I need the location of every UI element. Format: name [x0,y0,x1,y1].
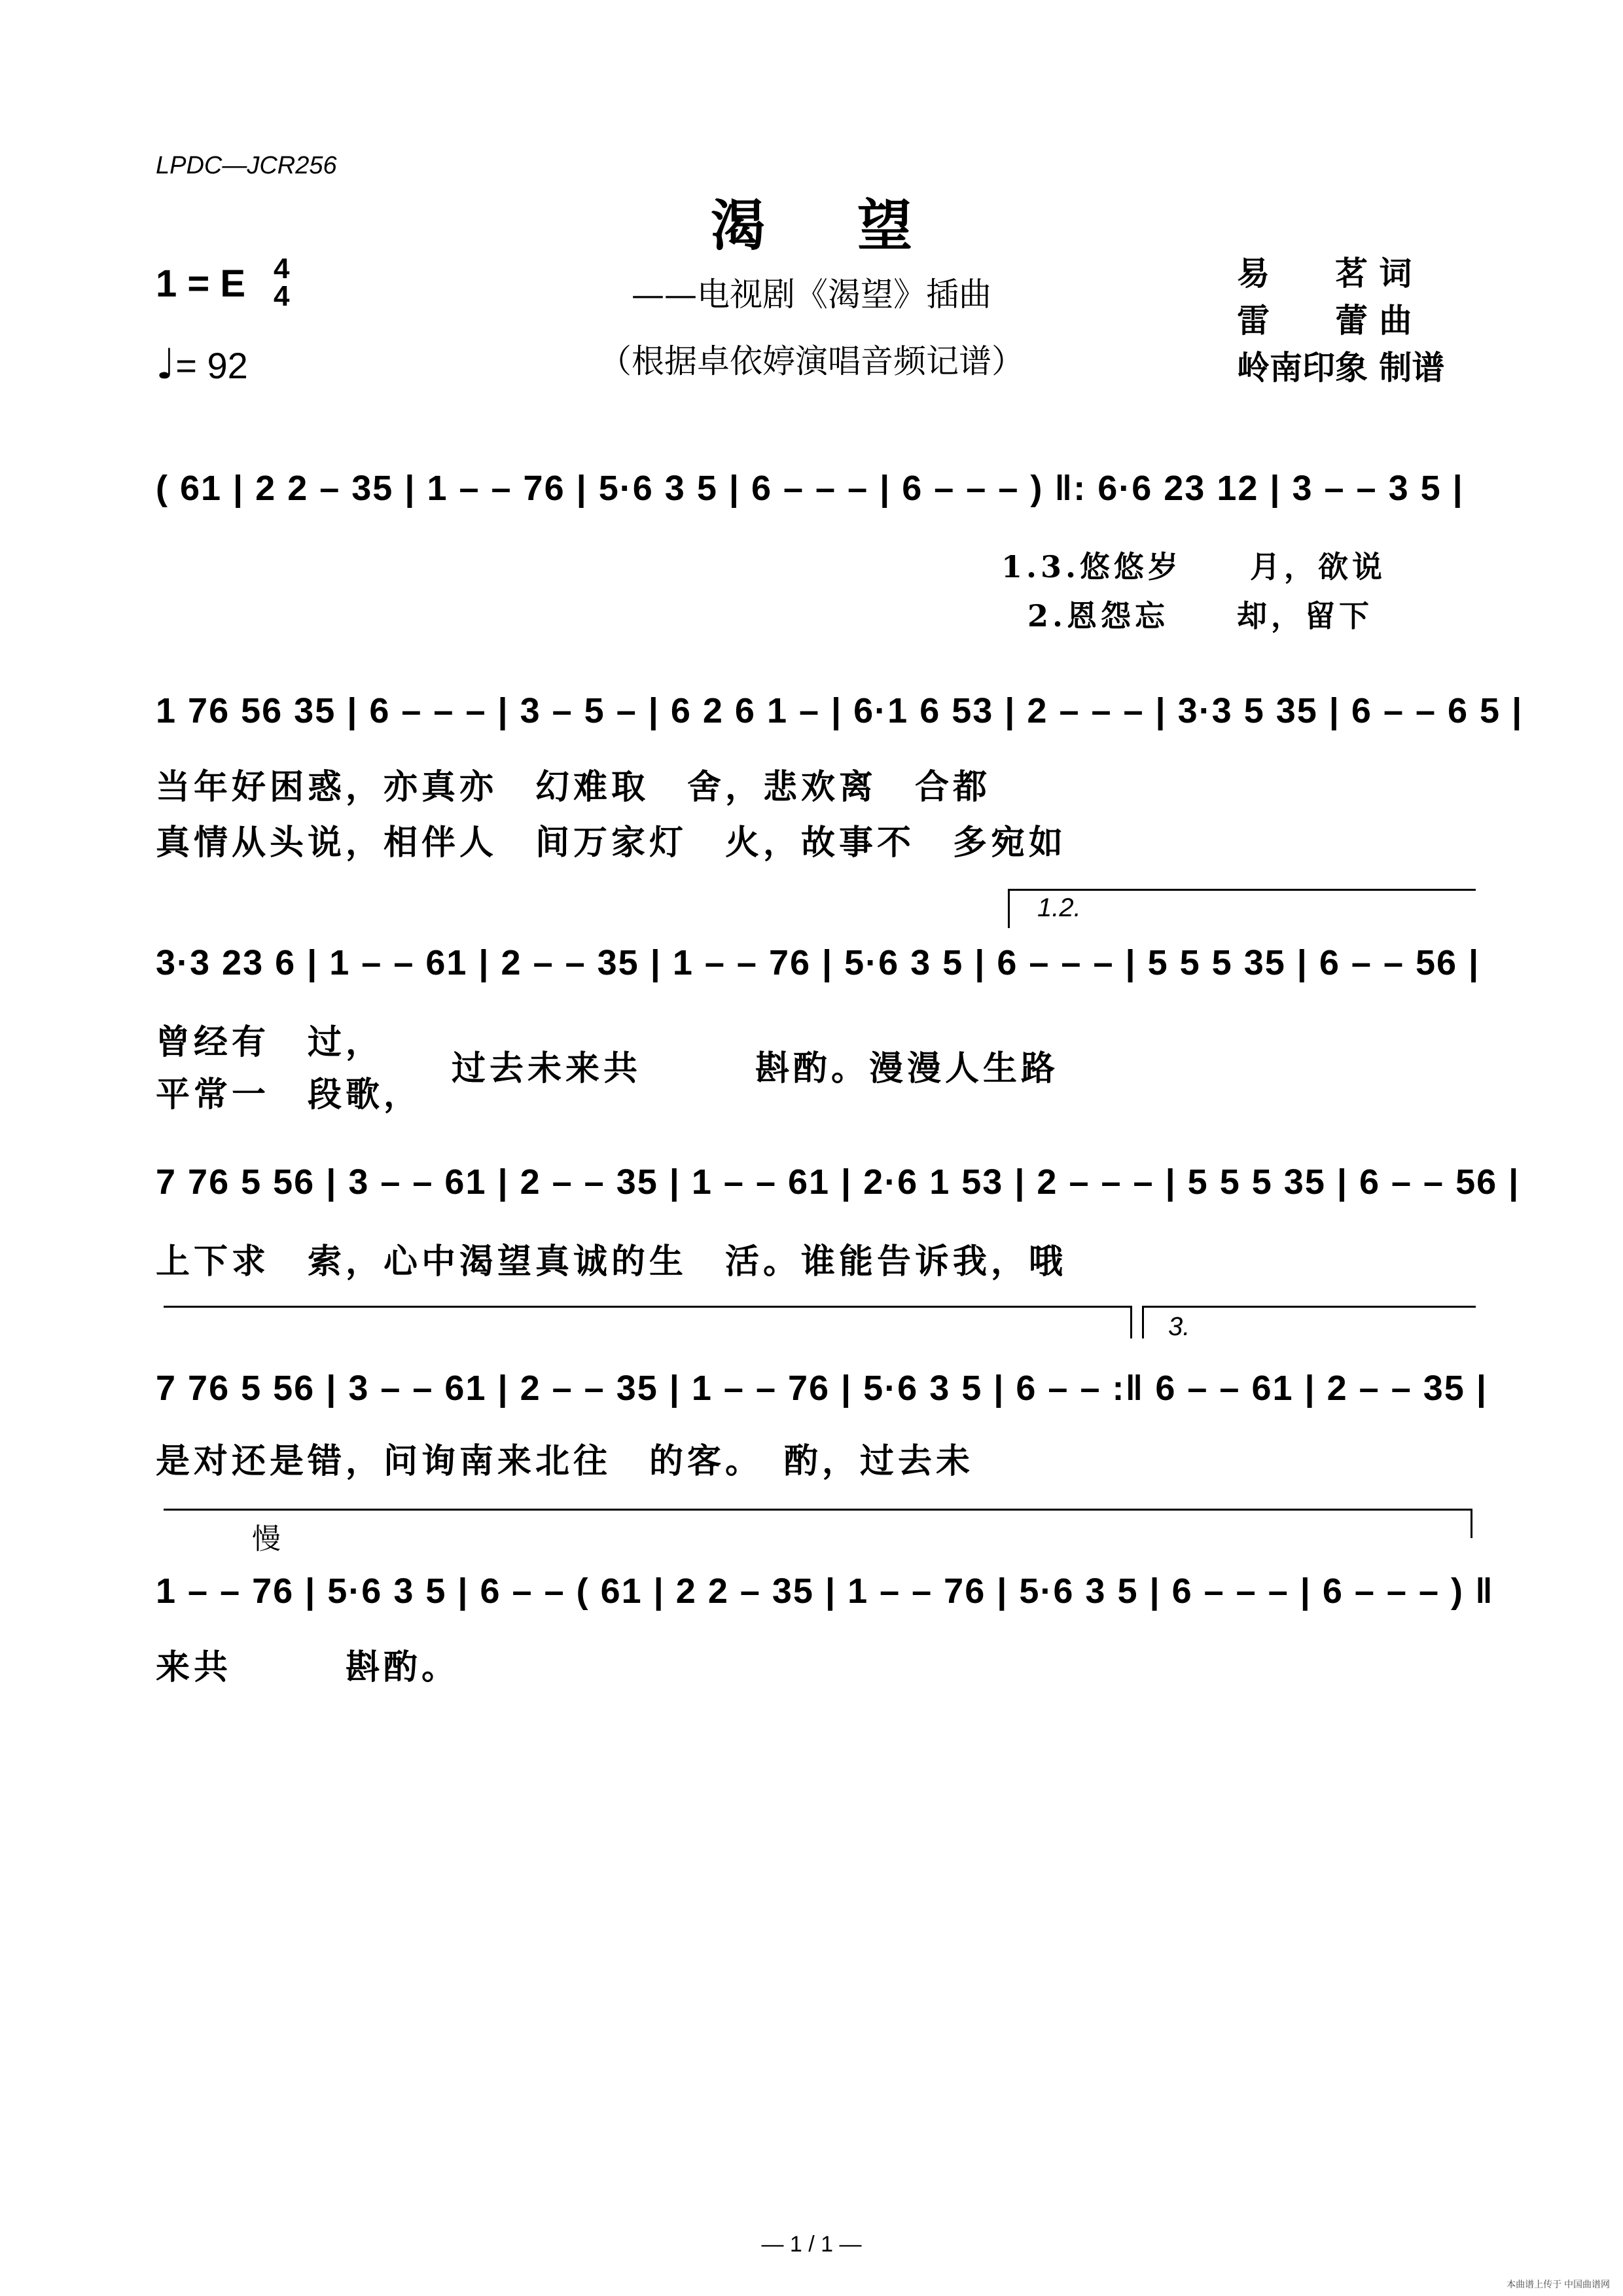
volta-bracket-3-hook [1142,1306,1144,1338]
score-code: LPDC—JCR256 [156,152,337,179]
volta-label-3: 3. [1168,1312,1190,1341]
lyric-line-3c: 过去未来共 斟酌。漫漫人生路 [452,1049,1060,1088]
volta-bracket-1-2 [1008,889,1476,891]
lyric-line-2a: 当年好困惑，亦真亦 幻难取 舍，悲欢离 合都 [156,767,991,807]
lyric-line-3b: 平常一 段歌， [156,1075,422,1115]
page-number: — 1 / 1 — [761,2232,862,2257]
song-title: 渴望 [710,193,1004,258]
key-signature: 1 = E [156,262,246,305]
staff-line-3: 3·3 23 6 | 1 – – 61 | 2 – – 35 | 1 – – 76 | 5·6 3 5 | 6 – – – | 5 5 5 35 | 6 – – 56 | [156,943,1480,982]
repeat-bracket-line [164,1306,1132,1308]
transcription-source: （根据卓依婷演唱音频记谱） [599,342,1024,380]
volta-bracket-1-2-hook [1008,889,1010,928]
slow-marking: 慢 [252,1522,281,1556]
lyric-line-4: 上下求 索，心中渴望真诚的生 活。谁能告诉我，哦 [156,1242,1067,1282]
upload-note: 本曲谱上传于 中国曲谱网 [1507,2279,1610,2289]
tempo-marking [156,340,248,389]
lyric-line-3a: 曾经有 过， [156,1022,384,1062]
lyric-line-6: 来共 斟酌。 [156,1647,460,1687]
lyric-line-1a: 1.3.悠悠岁 月，欲说 [1001,549,1387,584]
staff-line-6: 1 – – 76 | 5·6 3 5 | 6 – – ( 61 | 2 2 – 35 | 1 – – 76 | 5·6 3 5 | 6 – – – | 6 – – – ) ‖ [156,1571,1494,1611]
composer-credit: 雷 蕾 曲 [1237,301,1412,340]
repeat-bracket-hook [1130,1306,1132,1338]
staff-line-1: ( 61 | 2 2 – 35 | 1 – – 76 | 5·6 3 5 | 6 – – – | 6 – – – ) ‖: 6·6 23 12 | 3 – – 3 5 | [156,469,1464,508]
lyricist-credit: 易 茗 词 [1237,254,1412,293]
lyric-line-2b: 真情从头说，相伴人 间万家灯 火，故事不 多宛如 [156,823,1067,863]
arranger-credit: 岭南印象 制谱 [1237,348,1445,387]
quarter-note-icon: ♩ [156,340,176,389]
staff-line-2: 1 76 56 35 | 6 – – – | 3 – 5 – | 6 2 6 1 – | 6·1 6 53 | 2 – – – | 3·3 5 35 | 6 – – 6 5 | [156,691,1524,730]
volta-bracket-3 [1142,1306,1476,1308]
lyric-line-5: 是对还是错，问询南来北往 的客。 酌，过去未 [156,1441,974,1481]
volta-label-1-2: 1.2. [1037,893,1081,922]
tempo-value: = 92 [175,345,248,386]
coda-bracket-line [164,1509,1472,1511]
time-signature [274,255,289,310]
staff-line-5: 7 76 5 56 | 3 – – 61 | 2 – – 35 | 1 – – 76 | 5·6 3 5 | 6 – – :‖ 6 – – 61 | 2 – – 35 | [156,1369,1488,1408]
staff-line-4: 7 76 5 56 | 3 – – 61 | 2 – – 35 | 1 – – 61 | 2·6 1 53 | 2 – – – | 5 5 5 35 | 6 – – 56 | [156,1162,1520,1202]
time-signature-top: 4 [274,253,290,285]
song-subtitle: ——电视剧《渴望》插曲 [632,276,991,314]
lyric-line-1b: 2.恩怨忘 却，留下 [1027,598,1374,634]
time-signature-bottom: 4 [274,280,290,312]
coda-bracket-hook [1471,1509,1472,1538]
